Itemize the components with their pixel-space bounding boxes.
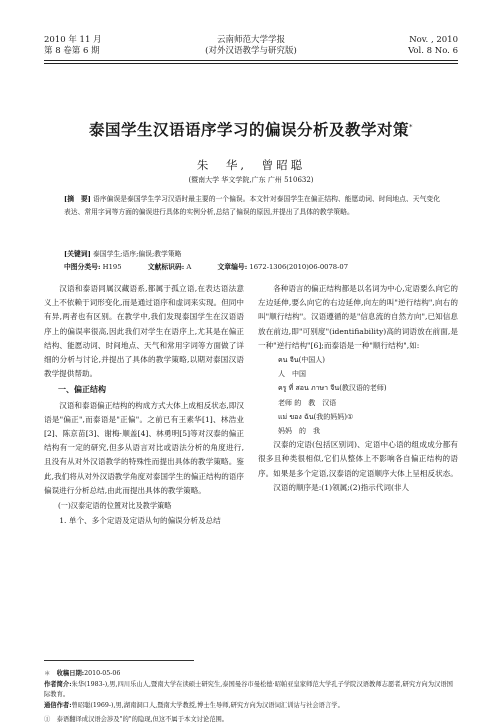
body-left-column [44, 282, 244, 528]
article-title [30, 118, 472, 140]
keywords: 泰国学生;语序;偏误;教学策略 [93, 250, 182, 258]
keywords-line [64, 248, 440, 261]
footnotes [44, 669, 458, 726]
authors: 朱 华, 曾昭聪 [196, 158, 306, 172]
article-id-label: 文章编号: [217, 263, 248, 271]
header-left [44, 35, 102, 57]
corr-text: 曾昭聪(1969-),男,湖南洞口人,暨南大学教授,博士生导师,研究方向为汉语词汇训诂与社会语言学。 [71, 701, 344, 709]
classification-line [64, 261, 440, 274]
body-right-column [258, 282, 458, 495]
example-gloss: 人 中国 [278, 370, 306, 379]
issue-date: 2010 年 11 月 [44, 35, 102, 45]
abstract-text: 语序偏误是泰国学生学习汉语时最主要的一个偏误。本文针对泰国学生在偏正结构、能愿动词、时间地点、天气变化表达、常用字词等方面的偏误进行具体的实例分析,总结了偏误的原因,并提出了具体的教学策略。 [64, 195, 440, 216]
paragraph: 汉语和泰语同属汉藏语系,都属于孤立语,在表达语法意义上不依赖于词形变化,而是通过语序和虚词来实现。但同中有异,两者也有区别。在教学中,我们发现泰国学生在汉语语序上的偏误率很高,因此我们对学生在语序上,尤其是在偏正结构、能愿动词、时间地点、天气和常用字词等方面做了详细的分析与讨论,并提出了具体的教学策略,以期对泰国汉语教学提供帮助。 [44, 284, 244, 379]
affiliation: (暨南大学 华文学院,广东 广州 510632) [188, 176, 314, 184]
author-bio-text: 朱华(1983-),男,四川乐山人,暨南大学在读硕士研究生,泰国曼谷市曼松德·昭帕亚皇家师范大学孔子学院汉语教师志愿者,研究方向为汉语国际教育。 [44, 680, 453, 698]
doc-code-value: A [186, 263, 192, 271]
header-rule-top [44, 60, 458, 61]
abstract [64, 193, 440, 219]
subsection-heading: (一)汉泰定语的位置对比及教学策略 [58, 501, 172, 511]
header-right [408, 35, 458, 57]
example-block [278, 353, 458, 438]
corresponding-author [44, 701, 458, 712]
doc-code-label: 文献标识码: [147, 263, 185, 271]
section-heading: 一、偏正结构 [58, 385, 106, 395]
example-thai: คน จีน(中国人) [278, 356, 326, 365]
article-meta [64, 248, 440, 274]
issue-volume-en: Vol. 8 No. 6 [408, 46, 458, 56]
issue-date-en: Nov. , 2010 [409, 35, 458, 45]
corr-label: 通信作者: [44, 701, 72, 709]
paragraph: 汉语的顺序是:(1)领属;(2)指示代词(非人 [273, 482, 410, 492]
clc-label: 中图分类号: [64, 263, 101, 271]
author-bio [44, 680, 458, 701]
paragraph: 各种语言的偏正结构都是以名词为中心,定语要么向它的左边延伸,要么向它的右边延伸,向左的叫"逆行结构",向右的叫"顺行结构"。汉语遵循的是"信息流的自然方向",已知信息放在前边,即"可别度"(identifiability)高的词语放在前面,是一种"逆行结构"[6];而泰语是一种"顺行结构",如: [258, 284, 458, 350]
journal-header [151, 35, 351, 57]
example-thai: แม่ ของ ฉัน(我的妈妈)① [278, 412, 354, 421]
paragraph: 汉泰的定语(包括区别词)、定语中心语的组成成分都有很多且种类很相似,它们从整体上不影响各自偏正结构的语序。如果是多个定语,汉泰语的定语顺序大体上呈相反状态。 [258, 440, 458, 478]
article-title-text: 泰国学生汉语语序学习的偏误分析及教学对策 [88, 121, 409, 139]
header-rule-bottom [44, 63, 458, 64]
example-thai: ครู ที่ สอน ภาษา จีน(教汉语的老师) [278, 384, 387, 393]
received-date: 2010-05-06 [84, 670, 121, 677]
issue-volume: 第 8 卷第 6 期 [44, 46, 100, 56]
article-id-value: 1672-1306(2010)06-0078-07 [249, 263, 349, 271]
abstract-label: [摘 要] [64, 195, 91, 203]
footnote-rule [44, 660, 194, 661]
example-gloss: 妈妈 的 我 [278, 427, 320, 436]
title-footnote-mark: * [409, 122, 413, 131]
journal-name: 云南师范大学学报 [216, 35, 285, 45]
received-label: 收稿日期: [56, 670, 85, 677]
paragraph: 1. 单个、多个定语及定语从句的偏误分析及总结 [59, 516, 221, 526]
author-bio-label: 作者简介: [44, 680, 72, 688]
keywords-label: [关键词] [64, 250, 91, 258]
footnote-1: ① 泰语翻译成汉语会涉及"的"的隐现,但这不属于本文讨论范围。 [44, 716, 229, 723]
paragraph: 汉语和泰语偏正结构的构成方式大体上成相反状态,即汉语是"偏正",而泰语是"正偏"。之前已有王素华[1]、林浩业[2]、陈京苗[3]、谢梅·顺盖[4]、林勇明[5]等对汉泰的偏正结构有一定的研究,但多从语言对比或语法分析的角度进行,且没有从对外汉语教学的特殊性而提出具体的教学策略。鉴此,我们将从对外汉语教学角度对泰国学生的偏正结构的语序偏误进行分析总结,由此而提出具体的教学策略。 [44, 400, 244, 495]
clc-value: H195 [102, 263, 122, 271]
example-gloss: 老师 的 教 汉语 [278, 398, 337, 407]
journal-subtitle: (对外汉语教学与研究版) [205, 46, 297, 56]
received-line: ＊ 收稿日期:2010-05-06 [44, 670, 121, 677]
